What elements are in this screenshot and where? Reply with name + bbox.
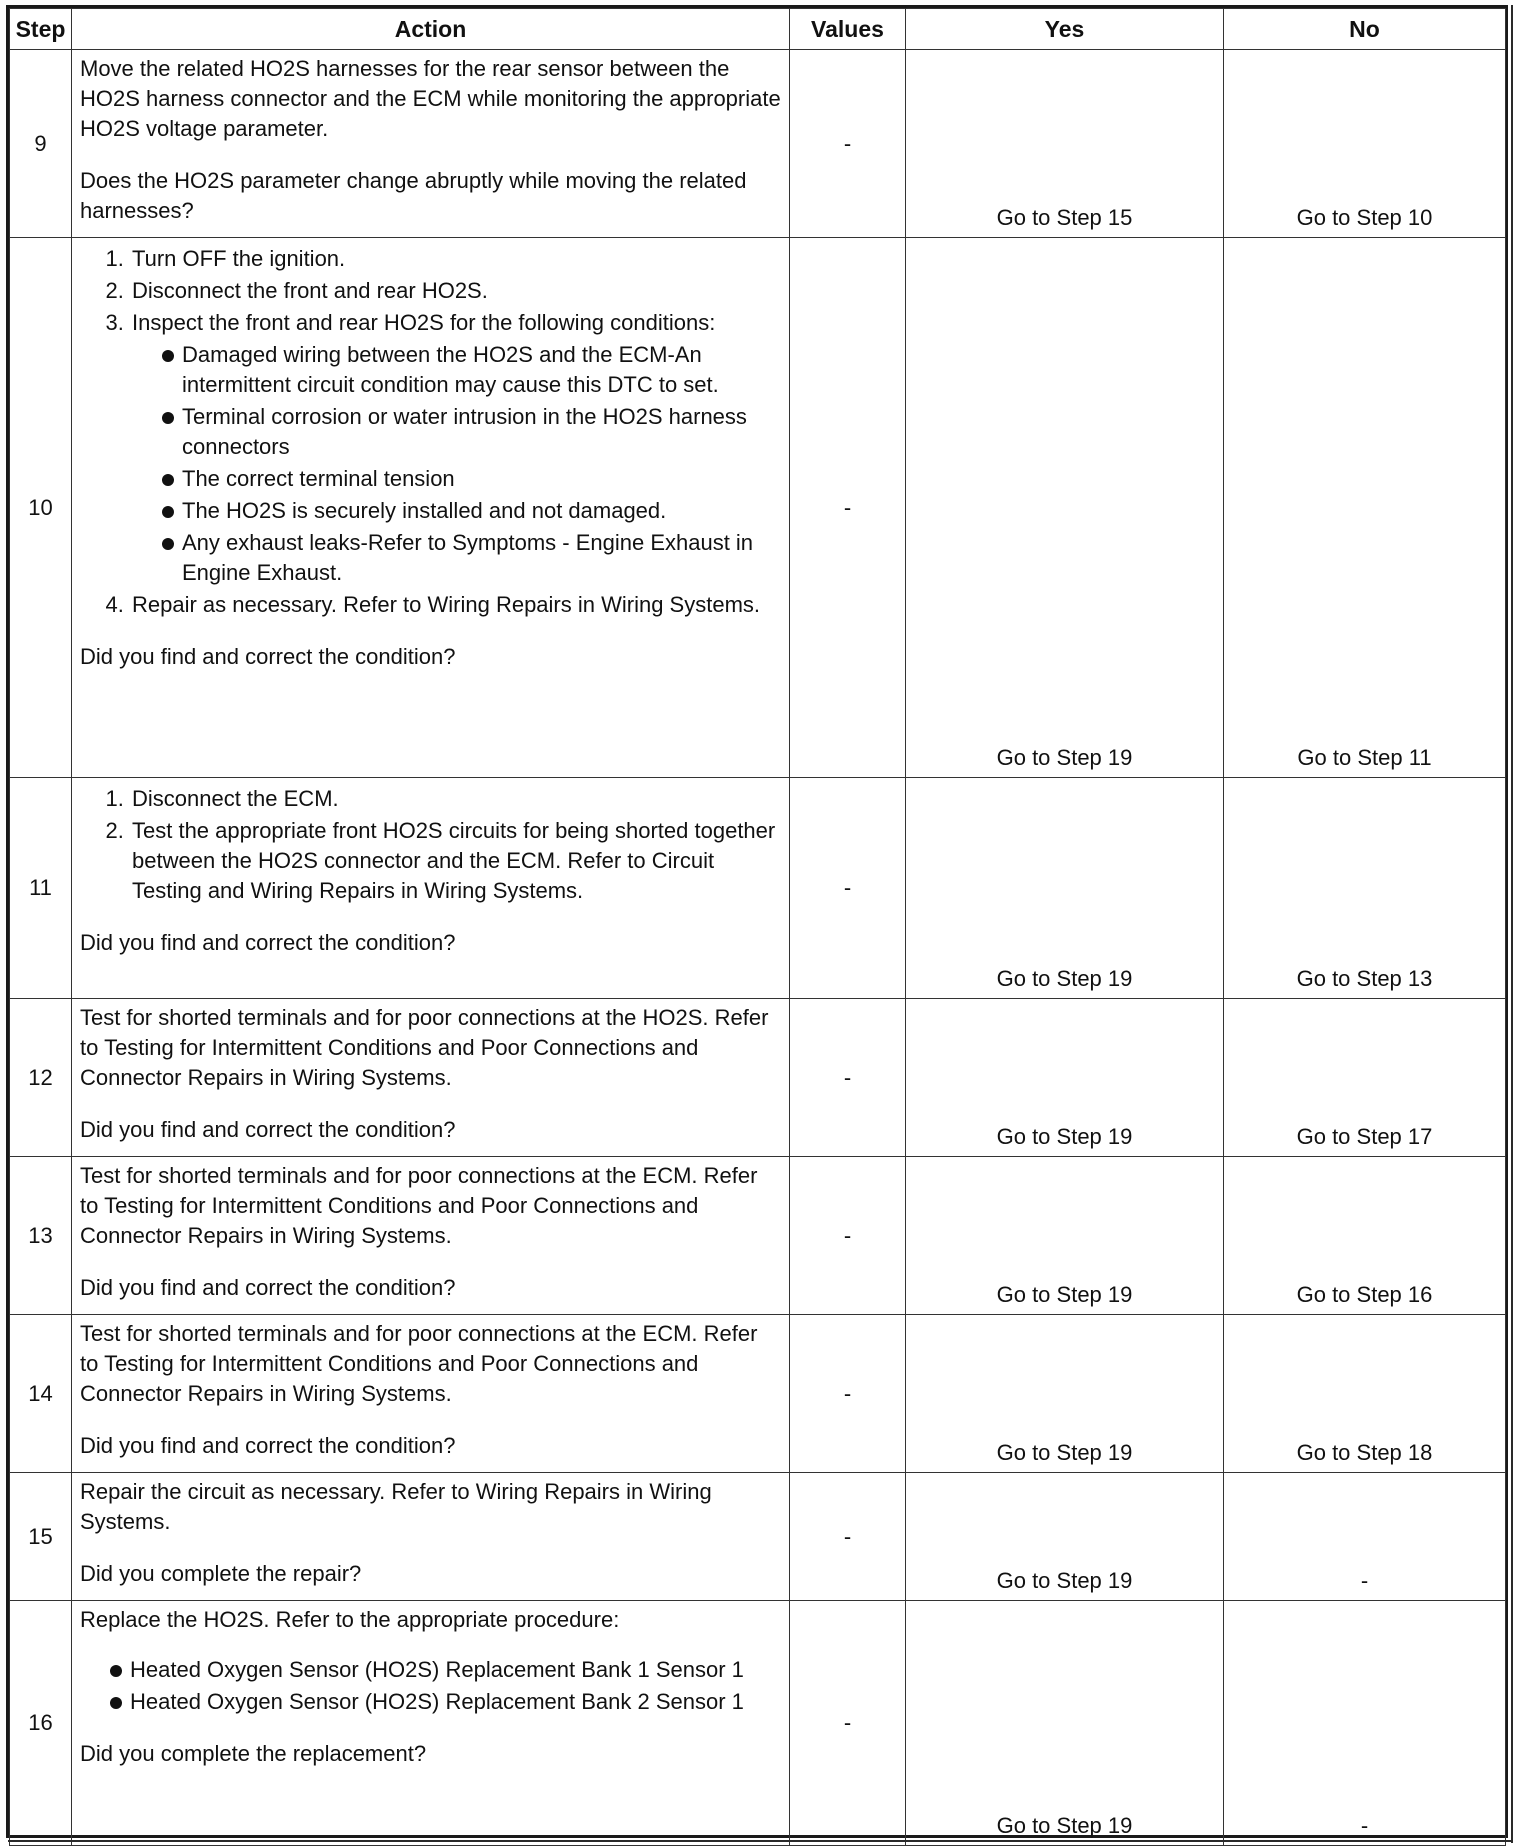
action-cell (72, 50, 790, 238)
no-cell: Go to Step 13 (1224, 778, 1506, 999)
action-question: Does the HO2S parameter change abruptly while moving the related harnesses? (80, 168, 747, 223)
bullet-item: Terminal corrosion or water intrusion in the HO2S harness connectors (162, 402, 781, 462)
action-cell (72, 778, 790, 999)
table-row (10, 1601, 1506, 1846)
step-number: 10 (10, 238, 72, 778)
values-cell: - (790, 238, 906, 778)
no-cell: Go to Step 17 (1224, 999, 1506, 1157)
action-question: Did you find and correct the condition? (80, 930, 456, 955)
list-item-text: Inspect the front and rear HO2S for the following conditions: (132, 310, 716, 335)
table-row (10, 1157, 1506, 1315)
bullet-item: The HO2S is securely installed and not damaged. (162, 496, 781, 526)
action-text: Test for shorted terminals and for poor connections at the ECM. Refer to Testing for Intermittent Conditions and Poor Connections and Connector Repairs in Wiring Systems. (80, 1321, 758, 1406)
diagnostic-table (9, 8, 1506, 1846)
yes-cell: Go to Step 15 (906, 50, 1224, 238)
no-cell: Go to Step 16 (1224, 1157, 1506, 1315)
table-row (10, 778, 1506, 999)
action-text: Test for shorted terminals and for poor connections at the HO2S. Refer to Testing for Intermittent Conditions and Poor Connections and Connector Repairs in Wiring Systems. (80, 1005, 769, 1090)
diagnostic-table-frame (6, 5, 1508, 1838)
numbered-list (80, 244, 781, 620)
list-item (130, 308, 781, 588)
action-cell (72, 1473, 790, 1601)
action-question: Did you find and correct the condition? (80, 1433, 456, 1458)
bullet-item: Heated Oxygen Sensor (HO2S) Replacement Bank 1 Sensor 1 (110, 1655, 781, 1685)
action-question: Did you find and correct the condition? (80, 1117, 456, 1142)
action-question: Did you find and correct the condition? (80, 644, 456, 669)
yes-cell: Go to Step 19 (906, 1157, 1224, 1315)
yes-cell: Go to Step 19 (906, 238, 1224, 778)
list-item: 1. Turn OFF the ignition. (130, 244, 781, 274)
values-cell: - (790, 1601, 906, 1846)
table-row (10, 50, 1506, 238)
yes-cell: Go to Step 19 (906, 1473, 1224, 1601)
table-row (10, 238, 1506, 778)
list-item: 1. Disconnect the ECM. (130, 784, 781, 814)
bullet-item: Heated Oxygen Sensor (HO2S) Replacement Bank 2 Sensor 1 (110, 1687, 781, 1717)
frame-shadow-right (1511, 5, 1513, 1843)
step-number: 15 (10, 1473, 72, 1601)
action-cell (72, 1601, 790, 1846)
no-cell: Go to Step 10 (1224, 50, 1506, 238)
bullet-list (132, 340, 781, 588)
numbered-list (80, 784, 781, 906)
table-row (10, 1315, 1506, 1473)
no-cell: - (1224, 1473, 1506, 1601)
step-number: 9 (10, 50, 72, 238)
yes-cell: Go to Step 19 (906, 778, 1224, 999)
header-yes: Yes (906, 9, 1224, 50)
table-row (10, 1473, 1506, 1601)
action-text: Replace the HO2S. Refer to the appropriate procedure: (80, 1607, 620, 1632)
step-number: 16 (10, 1601, 72, 1846)
values-cell: - (790, 50, 906, 238)
yes-cell: Go to Step 19 (906, 1601, 1224, 1846)
step-number: 12 (10, 999, 72, 1157)
step-number: 11 (10, 778, 72, 999)
values-cell: - (790, 1157, 906, 1315)
step-number: 13 (10, 1157, 72, 1315)
action-question: Did you find and correct the condition? (80, 1275, 456, 1300)
bullet-item: Damaged wiring between the HO2S and the ECM-An intermittent circuit condition may cause this DTC to set. (162, 340, 781, 400)
action-cell (72, 1157, 790, 1315)
values-cell: - (790, 1315, 906, 1473)
action-cell (72, 999, 790, 1157)
no-cell: Go to Step 18 (1224, 1315, 1506, 1473)
list-item: 4. Repair as necessary. Refer to Wiring Repairs in Wiring Systems. (130, 590, 781, 620)
step-number: 14 (10, 1315, 72, 1473)
bullet-item: The correct terminal tension (162, 464, 781, 494)
table-row (10, 999, 1506, 1157)
action-text: Repair the circuit as necessary. Refer to Wiring Repairs in Wiring Systems. (80, 1479, 712, 1534)
action-question: Did you complete the replacement? (80, 1741, 427, 1766)
values-cell: - (790, 778, 906, 999)
action-question: Did you complete the repair? (80, 1561, 362, 1586)
no-cell: Go to Step 11 (1224, 238, 1506, 778)
yes-cell: Go to Step 19 (906, 999, 1224, 1157)
no-cell: - (1224, 1601, 1506, 1846)
action-text: Move the related HO2S harnesses for the rear sensor between the HO2S harness connector and the ECM while monitoring the appropriate HO2S voltage parameter. (80, 56, 781, 141)
action-text: Test for shorted terminals and for poor connections at the ECM. Refer to Testing for Intermittent Conditions and Poor Connections and Connector Repairs in Wiring Systems. (80, 1163, 758, 1248)
list-item: 2. Disconnect the front and rear HO2S. (130, 276, 781, 306)
action-cell (72, 238, 790, 778)
header-no: No (1224, 9, 1506, 50)
values-cell: - (790, 999, 906, 1157)
frame-shadow-bottom (8, 1840, 1513, 1842)
header-row (10, 9, 1506, 50)
action-cell (72, 1315, 790, 1473)
yes-cell: Go to Step 19 (906, 1315, 1224, 1473)
list-item: 2. Test the appropriate front HO2S circuits for being shorted together between the HO2S connector and the ECM. Refer to Circuit Testing and Wiring Repairs in Wiring Systems. (130, 816, 781, 906)
header-values: Values (790, 9, 906, 50)
bullet-item: Any exhaust leaks-Refer to Symptoms - Engine Exhaust in Engine Exhaust. (162, 528, 781, 588)
header-step: Step (10, 9, 72, 50)
values-cell: - (790, 1473, 906, 1601)
bullet-list (80, 1655, 781, 1717)
header-action: Action (72, 9, 790, 50)
